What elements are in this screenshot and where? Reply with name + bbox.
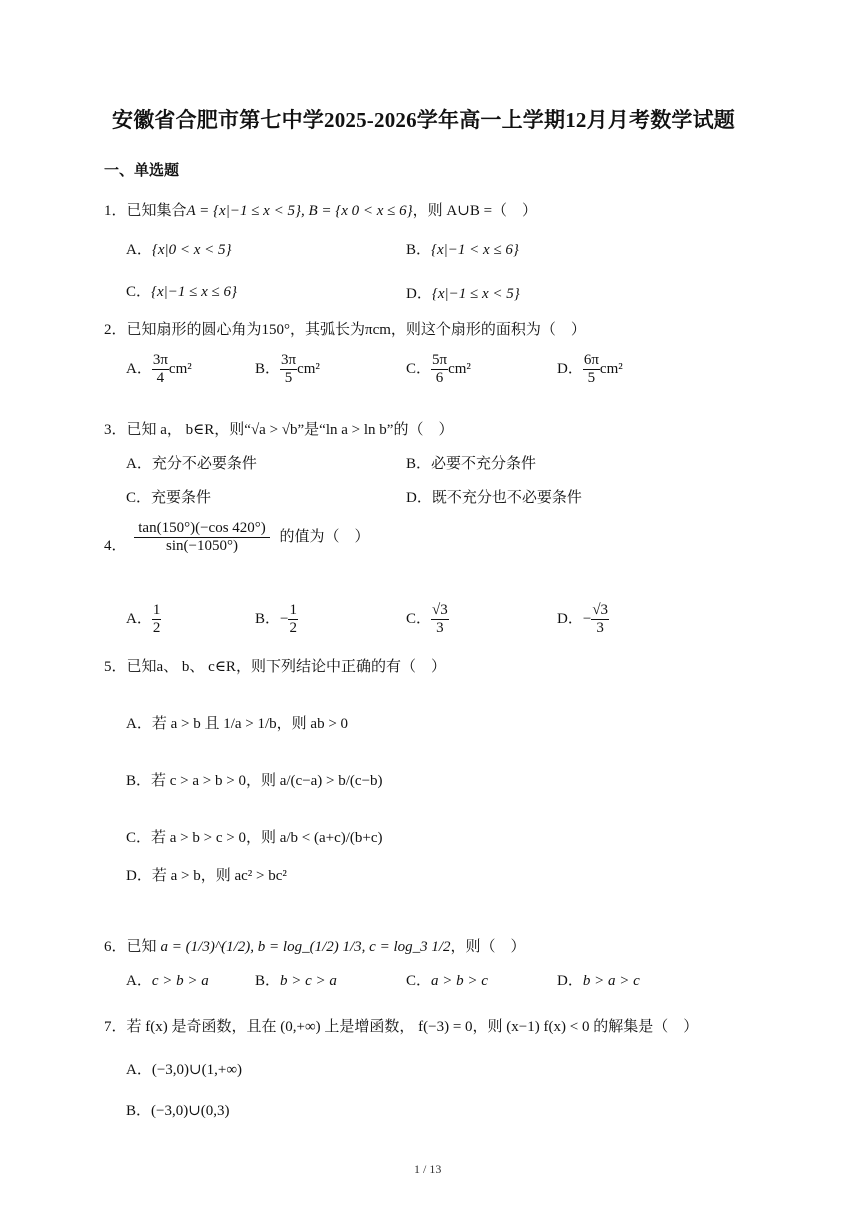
option-c (126, 486, 211, 507)
option-label: D． (557, 973, 583, 989)
option-label: C． (406, 360, 432, 377)
question-2 (104, 318, 586, 339)
option-d (557, 969, 640, 990)
question-number: 4． (104, 538, 127, 554)
question-number: 7． (104, 1019, 127, 1035)
page-number: 1 / 13 (414, 1162, 442, 1176)
option-text: 若 a > b > c > 0，则 a/b < (a+c)/(b+c) (151, 830, 383, 846)
option-label: C． (126, 284, 152, 300)
question-number: 5． (104, 659, 127, 675)
sign: − (582, 610, 592, 627)
fraction-numerator: 1 (289, 602, 297, 618)
option-a (126, 969, 209, 990)
option-text: 既不充分也不必要条件 (431, 490, 582, 506)
option-label: C． (126, 490, 152, 506)
question-number: 6． (104, 939, 127, 955)
sign: − (280, 610, 289, 627)
question-text: 已知 a， b∈R，则“√a > √b”是“ln a > ln b”的（ ） (126, 422, 454, 438)
fraction-denominator: 6 (435, 370, 444, 386)
question-text: 已知a、 b、 c∈R，则下列结论中正确的有（ ） (126, 659, 446, 675)
option-a (126, 352, 192, 387)
question-text: 已知 (126, 939, 157, 955)
option-label: D． (557, 610, 583, 627)
option-text: b > a > c (582, 973, 640, 989)
option-label: A． (126, 1062, 152, 1078)
fraction-numerator: 3π (152, 352, 168, 368)
option-label: B． (255, 610, 281, 627)
option-text: (−3,0)∪(1,+∞) (151, 1062, 243, 1078)
option-a (126, 712, 348, 733)
option-text: a > b > c (431, 973, 488, 989)
question-4 (104, 520, 370, 555)
unit: cm² (448, 360, 471, 377)
option-b (255, 352, 320, 387)
option-label: B． (126, 773, 152, 789)
fraction-numerator: 6π (583, 352, 599, 368)
question-3 (104, 418, 453, 439)
option-text: (−3,0)∪(0,3) (151, 1103, 230, 1119)
option-text: 充要条件 (151, 490, 212, 506)
option-label: B． (126, 1103, 152, 1119)
question-1 (104, 199, 537, 220)
option-b (126, 769, 383, 790)
option-label: D． (406, 286, 432, 302)
option-d (126, 864, 287, 885)
fraction-denominator: 5 (587, 370, 596, 386)
option-label: C． (126, 830, 152, 846)
option-label: A． (126, 360, 152, 377)
question-text: 若 f(x) 是奇函数，且在 (0,+∞) 上是增函数， f(−3) = 0，则 (x−1) f(x) < 0 的解集是（ ） (126, 1019, 699, 1035)
option-label: A． (126, 716, 152, 732)
question-math: a = (1/3)^(1/2), b = log_(1/2) 1/3, c = log_3 1/2 (160, 939, 451, 955)
question-math: A = {x|−1 ≤ x < 5}, B = {x 0 < x ≤ 6} (186, 203, 413, 219)
page-title: 安徽省合肥市第七中学2025-2026学年高一上学期12月月考数学试题 (112, 108, 735, 132)
option-label: A． (126, 456, 152, 472)
question-7 (104, 1015, 698, 1036)
fraction-denominator: 5 (284, 370, 293, 386)
option-label: D． (406, 490, 432, 506)
option-b (126, 1099, 230, 1120)
option-a (126, 452, 257, 473)
option-text: {x|−1 < x ≤ 6} (431, 242, 519, 258)
option-label: D． (557, 360, 583, 377)
question-6 (104, 935, 526, 956)
option-d (406, 282, 520, 303)
option-c (406, 352, 471, 387)
fraction-denominator: 3 (436, 620, 444, 636)
option-text: {x|0 < x < 5} (151, 242, 232, 258)
option-label: B． (255, 973, 281, 989)
option-label: C． (406, 973, 432, 989)
question-text: ，则 A∪B =（ ） (412, 203, 538, 219)
option-label: C． (406, 610, 432, 627)
unit: cm² (168, 360, 192, 377)
option-b (406, 238, 519, 259)
fraction-numerator: 1 (152, 602, 161, 618)
fraction-numerator: √3 (432, 602, 448, 618)
fraction-numerator: √3 (592, 602, 609, 618)
option-b (406, 452, 536, 473)
fraction-denominator: sin(−1050°) (166, 538, 238, 554)
unit: cm² (599, 360, 623, 377)
option-text: 充分不必要条件 (151, 456, 257, 472)
fraction-denominator: 2 (289, 620, 297, 636)
unit: cm² (297, 360, 320, 377)
fraction-denominator: 4 (156, 370, 165, 386)
question-number: 1． (104, 203, 127, 219)
option-text: c > b > a (151, 973, 209, 989)
option-a (126, 1058, 242, 1079)
option-text: 必要不充分条件 (431, 456, 537, 472)
question-text: 的值为（ ） (279, 528, 370, 545)
fraction-numerator: 5π (432, 352, 448, 368)
question-number: 2． (104, 322, 127, 338)
option-d (406, 486, 582, 507)
option-d (557, 602, 609, 637)
option-label: D． (126, 868, 152, 884)
option-text: 若 a > b，则 ac² > bc² (151, 868, 287, 884)
option-label: B． (406, 456, 432, 472)
question-5 (104, 655, 446, 676)
option-c (126, 280, 237, 301)
option-label: B． (255, 360, 281, 377)
option-text: {x|−1 ≤ x < 5} (431, 286, 520, 302)
question-text: 已知扇形的圆心角为150°，其弧长为πcm，则这个扇形的面积为（ ） (126, 322, 586, 338)
question-text: ，则（ ） (450, 939, 526, 955)
option-label: A． (126, 242, 152, 258)
section-heading: 一、单选题 (104, 163, 180, 179)
question-number: 3． (104, 422, 127, 438)
option-text: 若 a > b 且 1/a > 1/b，则 ab > 0 (151, 716, 349, 732)
option-c (126, 826, 383, 847)
option-b (255, 969, 337, 990)
option-b (255, 602, 298, 637)
option-d (557, 352, 623, 387)
option-text: b > c > a (280, 973, 337, 989)
fraction-numerator: tan(150°)(−cos 420°) (134, 520, 270, 538)
option-a (126, 238, 232, 259)
option-text: {x|−1 ≤ x ≤ 6} (151, 284, 238, 300)
option-c (406, 969, 488, 990)
fraction-numerator: 3π (281, 352, 297, 368)
option-text: 若 c > a > b > 0，则 a/(c−a) > b/(c−b) (151, 773, 383, 789)
option-label: A． (126, 973, 152, 989)
question-text: 已知集合 (126, 203, 187, 219)
fraction-denominator: 2 (152, 620, 161, 636)
option-c (406, 602, 449, 637)
option-a (126, 602, 161, 637)
fraction-denominator: 3 (596, 620, 604, 636)
option-label: A． (126, 610, 152, 627)
option-label: B． (406, 242, 432, 258)
